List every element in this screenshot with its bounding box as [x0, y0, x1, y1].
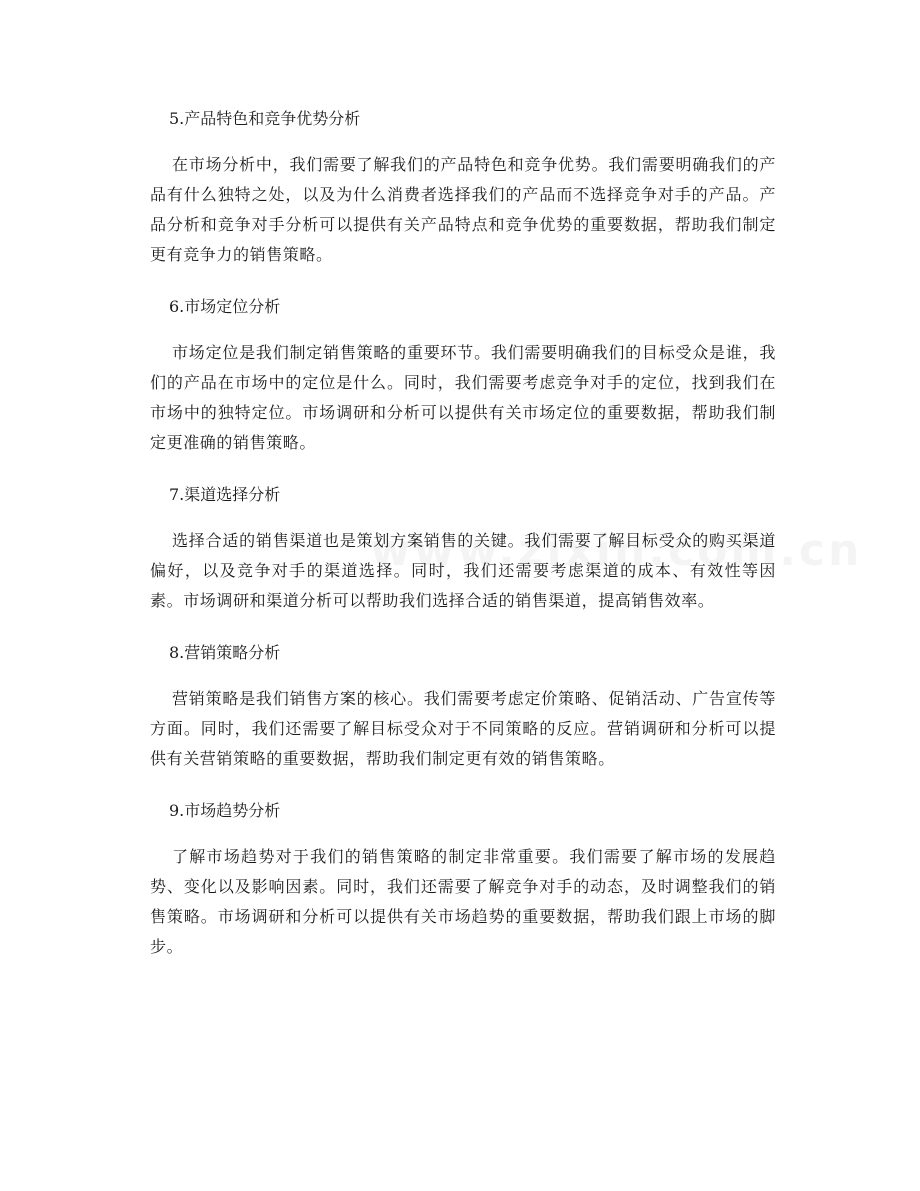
section-paragraph: 了解市场趋势对于我们的销售策略的制定非常重要。我们需要了解市场的发展趋势、变化以及影响因素。同时，我们还需要了解竞争对手的动态，及时调整我们的销售策略。市场调研和分析可以提供有关市场趋势的重要数据，帮助我们跟上市场的脚步。 — [150, 847, 776, 956]
section-marketing-strategy — [150, 638, 776, 774]
document-content — [150, 104, 776, 984]
section-market-trends — [150, 796, 776, 962]
section-heading: 6.市场定位分析 — [169, 297, 281, 316]
section-channel-selection — [150, 480, 776, 616]
section-heading: 8.营销策略分析 — [169, 643, 281, 662]
section-paragraph: 市场定位是我们制定销售策略的重要环节。我们需要明确我们的目标受众是谁，我们的产品在市场中的定位是什么。同时，我们需要考虑竞争对手的定位，找到我们在市场中的独特定位。市场调研和分析可以提供有关市场定位的重要数据，帮助我们制定更准确的销售策略。 — [150, 343, 776, 452]
section-product-features — [150, 104, 776, 270]
section-heading: 5.产品特色和竞争优势分析 — [169, 109, 361, 128]
section-paragraph: 选择合适的销售渠道也是策划方案销售的关键。我们需要了解目标受众的购买渠道偏好，以及竞争对手的渠道选择。同时，我们还需要考虑渠道的成本、有效性等因素。市场调研和渠道分析可以帮助我们选择合适的销售渠道，提高销售效率。 — [150, 531, 776, 610]
section-paragraph: 在市场分析中，我们需要了解我们的产品特色和竞争优势。我们需要明确我们的产品有什么独特之处，以及为什么消费者选择我们的产品而不选择竞争对手的产品。产品分析和竞争对手分析可以提供有关产品特点和竞争优势的重要数据，帮助我们制定更有竞争力的销售策略。 — [150, 155, 776, 264]
section-heading: 9.市场趋势分析 — [169, 801, 281, 820]
section-market-positioning — [150, 292, 776, 458]
section-paragraph: 营销策略是我们销售方案的核心。我们需要考虑定价策略、促销活动、广告宣传等方面。同时，我们还需要了解目标受众对于不同策略的反应。营销调研和分析可以提供有关营销策略的重要数据，帮助我们制定更有效的销售策略。 — [150, 689, 776, 768]
section-heading: 7.渠道选择分析 — [169, 485, 281, 504]
